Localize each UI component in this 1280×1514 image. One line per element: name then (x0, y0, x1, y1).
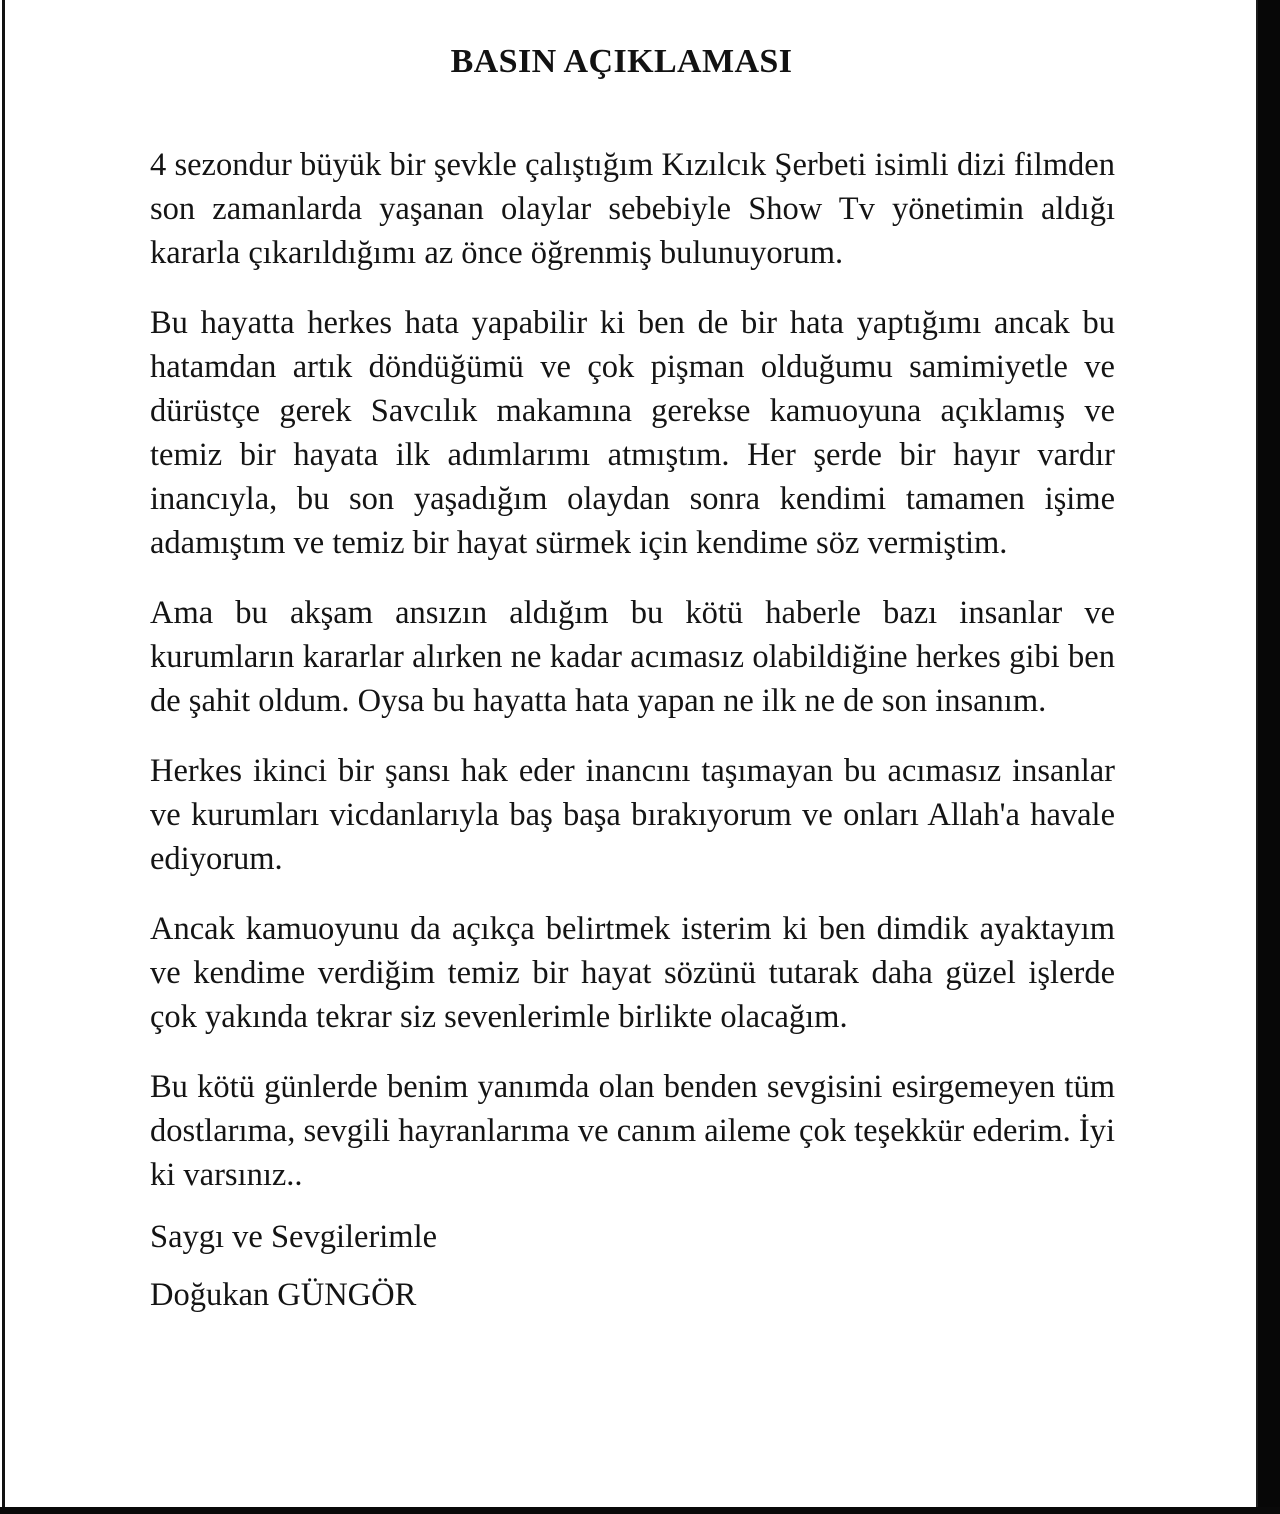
paragraph: Ancak kamuoyunu da açıkça belirtmek isterim ki ben dimdik ayaktayım ve kendime verdiğim temiz bir hayat sözünü tutarak daha güzel işlerde çok yakında tekrar siz sevenlerimle birlikte olacağım. (150, 910, 1115, 1035)
page-title: BASIN AÇIKLAMASI (450, 43, 793, 80)
paragraph: Bu hayatta herkes hata yapabilir ki ben de bir hata yaptığımı ancak bu hatamdan artık döndüğümü ve çok pişman olduğumu samimiyetle ve dürüstçe gerek Savcılık makamına gerekse kamuoyuna açıklamış ve temiz bir hayata ilk adımlarımı atmıştım. Her şerde bir hayır vardır inancıyla, bu son yaşadığım olaydan sonra kendimi tamamen işime adamıştım ve temiz bir hayat sürmek için kendime söz vermiştim. (150, 304, 1115, 561)
paragraph: Ama bu akşam ansızın aldığım bu kötü haberle bazı insanlar ve kurumların kararlar alırken ne kadar acımasız olabildiğine herkes gibi ben de şahit oldum. Oysa bu hayatta hata yapan ne ilk ne de son insanım. (150, 594, 1115, 719)
paragraph: Bu kötü günlerde benim yanımda olan benden sevgisini esirgemeyen tüm dostlarıma, sevgili hayranlarıma ve canım aileme çok teşekkür ederim. İyi ki varsınız.. (150, 1068, 1115, 1193)
paragraph: 4 sezondur büyük bir şevkle çalıştığım Kızılcık Şerbeti isimli dizi filmden son zamanlarda yaşanan olaylar sebebiyle Show Tv yönetimin aldığı kararla çıkarıldığımı az önce öğrenmiş bulunuyorum. (150, 146, 1115, 271)
document-body (150, 0, 1115, 1507)
paragraph-list (150, 143, 1115, 1197)
signature-name: Doğukan GÜNGÖR (150, 1276, 417, 1313)
document-sheet (5, 0, 1258, 1507)
paragraph: Herkes ikinci bir şansı hak eder inancını taşımayan bu acımasız insanlar ve kurumları vicdanlarıyla baş başa bırakıyorum ve onları Allah'a havale ediyorum. (150, 752, 1115, 877)
signature-block (150, 1215, 1115, 1317)
signature-closing: Saygı ve Sevgilerimle (150, 1218, 438, 1255)
page-right-dark-band (1258, 0, 1280, 1514)
page-bottom-dark-band (0, 1507, 1280, 1514)
